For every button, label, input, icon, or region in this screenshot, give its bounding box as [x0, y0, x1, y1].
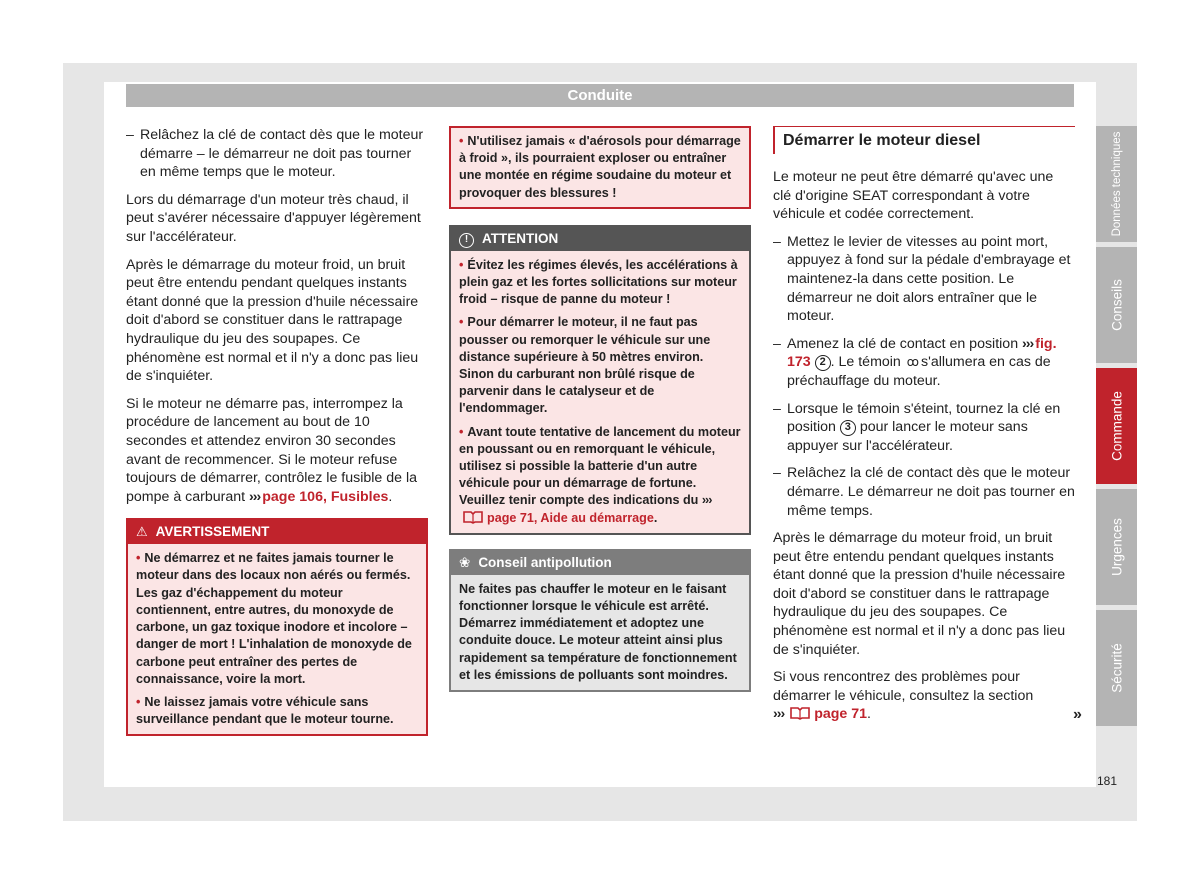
tab-commande[interactable]: Commande: [1096, 368, 1137, 484]
book-reference-icon: [789, 706, 811, 720]
list-item: – Relâchez la clé de contact dès que le moteur démarre. Le démarreur ne doit pas tourner en même temps.: [773, 465, 1075, 519]
page-reference-link[interactable]: page 71: [814, 706, 868, 723]
page-number: 181: [1097, 774, 1118, 788]
attention-item: • Évitez les régimes élevés, les accélérations à plein gaz et les fortes sollicitations sur moteur froid – risque de panne du moteur !: [459, 257, 738, 307]
info-circle-icon: !: [459, 233, 474, 248]
continued-arrow: »: [1073, 706, 1082, 723]
paragraph: Lors du démarrage d'un moteur très chaud, il peut s'avérer nécessaire d'appuyer légèrement sur l'accélérateur.: [126, 191, 421, 245]
column-middle: [449, 126, 751, 692]
warning-item: • Ne démarrez et ne faites jamais tourner le moteur dans des locaux non aérés ou fermés. Les gaz d'échappement du moteur contiennent, entre autres, du monoxyde de carbone, un gaz toxique inodore et incolore – danger de mort ! L'inhalation de monoxyde de carbone peut entraîner des pertes de connaissance, voire la mort.: [136, 551, 412, 686]
attention-item: • Avant toute tentative de lancement du moteur en poussant ou en remorquant le véhicule, utilisez si possible la batterie d'un autre véhicule pour un démarrage de fortune. Veuillez tenir compte des indications du ›››page 71, Aide au démarrage.: [459, 424, 741, 525]
eco-tip-header: ❀ Conseil antipollution: [451, 551, 749, 575]
warning-item: • Ne laissez jamais votre véhicule sans surveillance pendant que le moteur tourne.: [136, 694, 394, 727]
attention-item: • Pour démarrer le moteur, il ne faut pas pousser ou remorquer le véhicule sur une distance supérieure à 50 mètres environ. Sinon du carburant non brûlé risque de parvenir dans le catalyseur et de l'endommager.: [459, 315, 711, 416]
book-reference-icon: [462, 510, 484, 524]
eco-tip-box: [449, 549, 751, 692]
tab-urgences[interactable]: Urgences: [1096, 489, 1137, 605]
chapter-header: Conduite: [126, 84, 1074, 107]
column-right: [773, 126, 1075, 733]
paragraph: Après le démarrage du moteur froid, un bruit peut être entendu pendant quelques instants étant donné que la pression d'huile nécessaire doit d'abord se constituer dans le rattrapage hydraulique du jeu des soupapes. Ce phénomène est normal et il n'y a donc pas lieu de s'inquiéter.: [126, 256, 419, 385]
tab-donnees-techniques[interactable]: Données techniques: [1096, 126, 1137, 242]
list-item: – Lorsque le témoin s'éteint, tournez la clé en position 3 pour lancer le moteur sans appuyer sur l'accélérateur.: [773, 400, 1061, 454]
paragraph: Le moteur ne peut être démarré qu'avec une clé d'origine SEAT correspondant à votre véhicule et codée correctement.: [773, 169, 1054, 223]
tab-securite[interactable]: Sécurité: [1096, 610, 1137, 726]
figure-reference-link[interactable]: fig. 173: [787, 335, 1057, 371]
position-number: 3: [840, 420, 856, 436]
list-item: – Amenez la clé de contact en position ››› fig. 173 2 . Le témoin ꝏ s'allumera en cas de préchauffage du moteur.: [773, 335, 1057, 389]
list-item: – Mettez le levier de vitesses au point mort, appuyez à fond sur la pédale d'embrayage et maintenez-la dans cette position. Le démarreur ne doit alors entraîner que le moteur.: [773, 233, 1071, 325]
warning-triangle-icon: ⚠: [136, 524, 148, 540]
eco-tip-text: Ne faites pas chauffer le moteur en le faisant fonctionner lorsque le véhicule est arrêté. Démarrez immédiatement et adoptez une conduite douce. Le moteur atteint ainsi plus rapidement sa température de fonctionnement et les émissions de polluants sont moindres.: [459, 581, 737, 682]
tab-conseils[interactable]: Conseils: [1096, 247, 1137, 363]
column-left: [126, 126, 428, 736]
paragraph: Si vous rencontrez des problèmes pour démarrer le véhicule, consultez la section ››› page 71.: [773, 669, 1034, 723]
glow-plug-icon: ꝏ: [906, 355, 920, 370]
attention-header: ! ATTENTION: [451, 227, 749, 251]
paragraph: Si le moteur ne démarre pas, interrompez la procédure de lancement au bout de 10 secondes et attendez environ 30 secondes avant de recommencer. Si le moteur refuse toujours de démarrer, contrôlez le fusible de la pompe à carburant ››› page 106, Fusibles.: [126, 395, 418, 505]
warning-box: [126, 518, 428, 736]
warning-box-continued: • N'utilisez jamais « d'aérosols pour démarrage à froid », ils pourraient exploser ou entraîner une montée en régime soudaine du moteur et provoquer des blessures !: [449, 126, 751, 209]
attention-box: [449, 225, 751, 535]
page-reference-link[interactable]: page 71, Aide au démarrage: [487, 510, 654, 525]
section-title: Démarrer le moteur diesel: [773, 126, 1075, 154]
position-number: 2: [815, 355, 831, 371]
page-reference-link[interactable]: page 106, Fusibles: [262, 488, 389, 505]
paragraph: Après le démarrage du moteur froid, un bruit peut être entendu pendant quelques instants étant donné que la pression d'huile nécessaire doit d'abord se constituer dans le rattrapage hydraulique du jeu des soupapes. Ce phénomène est normal et il n'y a donc pas lieu de s'inquiéter.: [773, 530, 1066, 658]
list-item: – Relâchez la clé de contact dès que le moteur démarre – le démarreur ne doit pas tourner en même temps que le moteur.: [126, 127, 424, 181]
warning-header: ⚠ AVERTISSEMENT: [128, 520, 426, 544]
eco-flower-icon: ❀: [459, 554, 471, 570]
